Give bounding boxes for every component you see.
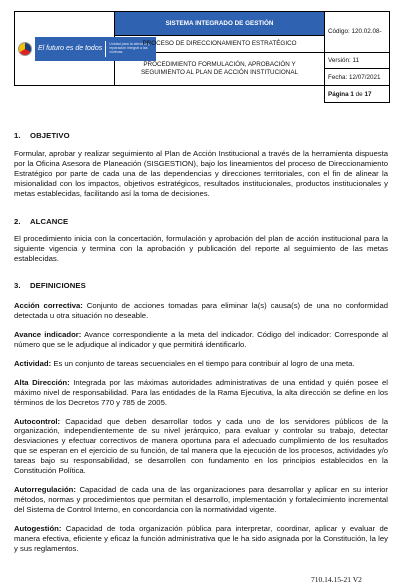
section-title: OBJETIVO	[30, 131, 70, 140]
section-number: 2.	[14, 216, 21, 226]
definition-actividad	[14, 359, 388, 369]
logo	[15, 37, 150, 61]
colombia-seal-icon	[18, 42, 32, 56]
definition-term: Actividad:	[14, 358, 52, 368]
definition-alta-direccion	[14, 378, 388, 408]
definition-text: Capacidad que deben desarrollar todos y cada uno de los servidores públicos de la organización, independientemente de su nivel jerárquico, para evaluar y controlar su trabajo, detectar desviaciones y efectuar correctivos de manera oportuna para el adecuado cumplimiento de los resultados que se esperan en el ejercicio de su función, de tal manera que la ejecución de los procesos, actividades y/o tareas bajo su responsabilidad, se desarrollen con fundamento en los principios establecidos en la Constitución Política.	[14, 416, 389, 476]
header-table	[14, 11, 390, 103]
definition-term: Autocontrol:	[14, 416, 61, 426]
header-spacer	[15, 86, 115, 103]
definition-term: Autogestión:	[14, 523, 62, 533]
document-code: Código: 120.02.08-	[325, 12, 390, 53]
document-date: Fecha: 12/07/2021	[325, 69, 390, 86]
section-heading-definiciones	[14, 281, 388, 291]
definition-text: Capacidad de cada una de las organizaciones para desarrollar y aplicar en su interior métodos, normas y procedimientos que permitan el desarrollo, implementación y fortalecimiento incremental del Sistema de Control Interno, en concordancia con la normatividad vigente.	[14, 485, 388, 514]
procedure-line-2: SEGUIMIENTO AL PLAN DE ACCIÓN INSTITUCIONAL	[140, 68, 299, 76]
page-label: Página	[328, 90, 349, 98]
objetivo-text: Formular, aprobar y realizar seguimiento al Plan de Acción Institucional a través de la herramienta dispuesta por la Oficina Asesora de Planeación (SISGESTION), bajo los lineamientos del proceso de Direccionamiento Estratégico por parte de cada una de las dependencias y direcciones territoriales, con el fin de alinear la misionalidad con los impactos, objetivos estratégicos, resultados institucionales, productos institucionales y metas establecidas, facilitando así la toma de decisiones.	[14, 148, 388, 198]
definition-avance-indicador	[14, 330, 388, 350]
logo-separator	[105, 41, 106, 57]
definition-term: Alta Dirección:	[14, 377, 70, 387]
page-number	[325, 86, 390, 103]
document-header	[14, 11, 390, 103]
definition-autogestion	[14, 524, 388, 554]
logo-cell	[15, 12, 150, 86]
section-number: 1.	[14, 131, 21, 140]
definition-text: Capacidad de toda organización pública para interpretar, coordinar, aplicar y evaluar de manera efectiva, eficiente y eficaz la función administrativa que le ha sido asignada por la Constitución, la ley y sus reglamentos.	[14, 523, 388, 553]
section-title: DEFINICIONES	[30, 281, 86, 291]
alcance-text: El procedimiento inicia con la concertación, formulación y aprobación del plan de acción institucional para la siguiente vigencia y termina con la aprobación y publicación del reporte al seguimiento de las metas establecidas.	[14, 234, 388, 264]
footer-code: 710.14.15-21 V2	[311, 575, 362, 584]
process-name: PROCESO DE DIRECCIONAMIENTO ESTRATÉGICO	[115, 35, 325, 52]
definition-term: Avance indicador:	[14, 329, 82, 339]
procedure-line-1: PROCEDIMIENTO FORMULACIÓN, APROBACIÓN Y	[143, 61, 296, 69]
header-spacer-middle	[115, 86, 325, 103]
definition-text: Integrada por las máximas autoridades administrativas de una entidad y quién posee el máximo nivel de responsabilidad. Para las entidades de la Rama Ejecutiva, la alta dirección se define en los términos de los Decretos 770 y 785 de 2005.	[14, 377, 388, 407]
section-heading-alcance	[14, 217, 388, 227]
document-body	[14, 131, 388, 563]
page-current: 1	[350, 90, 354, 98]
system-title: SISTEMA INTEGRADO DE GESTIÓN	[115, 12, 325, 36]
section-heading-objetivo	[14, 131, 388, 141]
definition-autorregulacion	[14, 485, 388, 515]
definition-text: Conjunto de acciones tomadas para eliminar la(s) causa(s) de una no conformidad detectada u otra situación no deseable.	[14, 301, 389, 321]
definition-term: Acción correctiva:	[14, 301, 83, 311]
logo-sub-text: Unidad para la atención y reparación integral a las víctimas	[109, 41, 150, 54]
definition-text: Avance correspondiente a la meta del indicador. Código del indicador: Corresponde al número que se le adjudique al indicador y que permitirá identificarlo.	[14, 329, 388, 349]
logo-main-text: El futuro es de todos	[38, 45, 103, 53]
definition-text: Es un conjunto de tareas secuenciales en el tiempo para contribuir al logro de una meta.	[53, 358, 355, 368]
section-number: 3.	[14, 281, 21, 291]
definition-term: Autorregulación:	[14, 485, 76, 495]
logo-banner	[35, 37, 156, 61]
page-total: 17	[364, 90, 372, 98]
page-of: de	[355, 90, 363, 98]
definition-autocontrol	[14, 417, 388, 477]
definition-accion-correctiva	[14, 301, 388, 321]
section-title: ALCANCE	[30, 216, 69, 226]
document-version: Versión: 11	[325, 52, 390, 69]
